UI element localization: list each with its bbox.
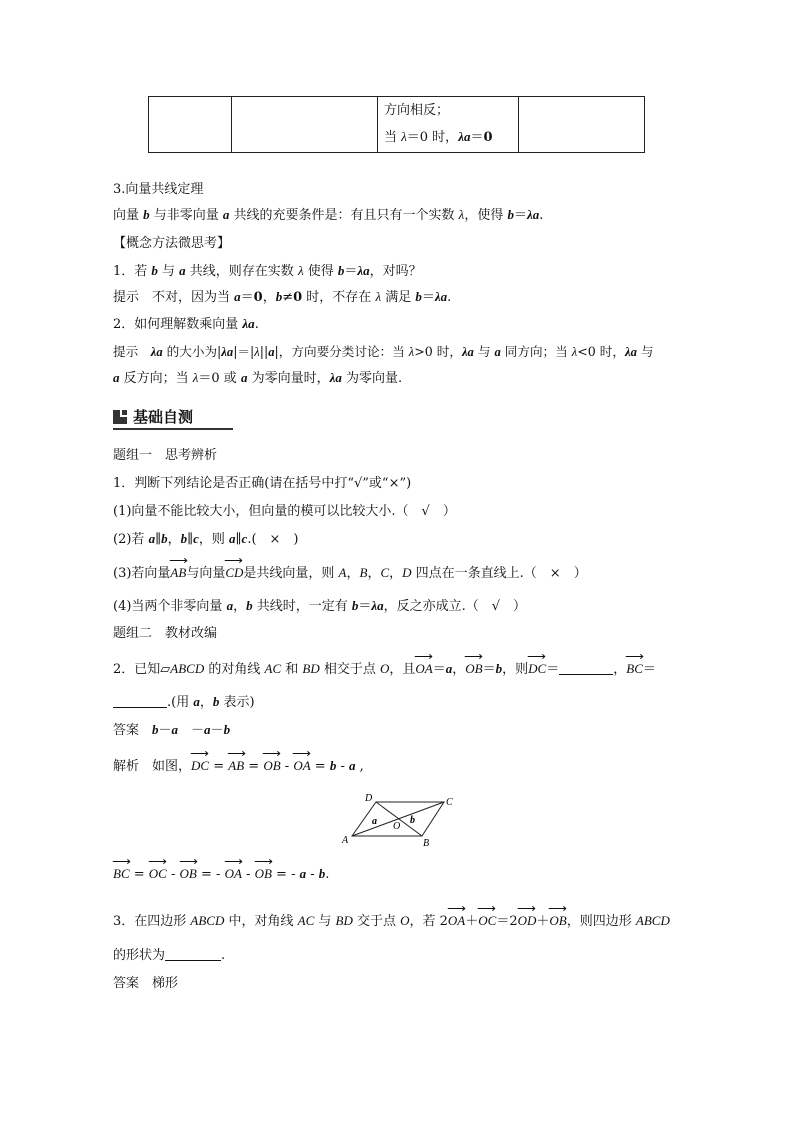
table-text: 方向相反； [384,103,450,118]
question-2-line2: .(用 a，b 表示) [113,691,255,710]
bc-solution: ⟶ BC = ⟶ OC - ⟶ OB = - ⟶ OA - ⟶ OB = - a - b. [113,866,329,882]
question-3-answer: 答案 梯形 [113,976,179,991]
table-cell [519,97,645,153]
table-text: 当 λ＝0 时，λa＝0 [384,129,493,145]
section-3-heading: 3.向量共线定理 [113,182,204,197]
label-vector-a: a [372,816,377,827]
section-square-icon [113,410,127,424]
concept-question-1: 1．若 b 与 a 共线，则存在实数 λ 使得 b＝λa，对吗？ [113,263,422,279]
concept-hint-2-line1: 提示 λa 的大小为|λa|＝|λ||a|，方向要分类讨论：当 λ>0 时，λa 与 a 同方向；当 λ<0 时，λa 与 [113,344,654,359]
question-2-line1: 2．已知▱ABCD 的对角线 AC 和 BD 相交于点 O，且⟶ OA＝a，⟶ OB＝b，则⟶ DC＝ ，⟶ BC＝ [113,658,656,677]
concept-question-2: 2．如何理解数乘向量 λa. [113,316,259,332]
answer-blank [559,660,613,675]
label-b: B [423,838,430,849]
table-cell [378,97,519,153]
group-2-title: 题组二 教材改编 [113,626,218,641]
self-test-heading: 基础自测 [113,406,193,427]
label-d: D [365,793,373,804]
group-1-question: 1．判断下列结论是否正确(请在括号中打“√”或“×”) [113,476,412,491]
vector-table [148,96,645,153]
concept-hint-1: 提示 不对，因为当 a＝0，b≠0 时，不存在 λ 满足 b＝λa. [113,289,452,305]
collinear-theorem: 向量 b 与非零向量 a 共线的充要条件是：有且只有一个实数 λ，使得 b＝λa. [113,207,544,223]
concept-heading: 【概念方法微思考】 [113,236,231,251]
group-1-item-4: (4)当两个非零向量 a，b 共线时，一定有 b＝λa，反之亦成立.（ √ ） [113,598,527,614]
concept-hint-2-line2: a 反方向；当 λ＝0 或 a 为零向量时，λa 为零向量. [113,370,403,386]
group-1-item-3: (3)若向量⟶ AB与向量⟶ CD是共线向量，则 A，B，C，D 四点在一条直线上.（ × ） [113,562,587,581]
table-cell [149,97,232,153]
group-1-item-1: (1)向量不能比较大小，但向量的模可以比较大小.（ √ ） [113,504,456,519]
answer-blank [113,693,167,708]
question-2-solution: 解析 如图，⟶ DC = ⟶ AB = ⟶ OB - ⟶ OA = b - a , [113,755,364,774]
label-o: O [393,821,401,832]
table-row [149,97,645,153]
parallelogram-figure [338,790,458,852]
question-3-line2: 的形状为 . [113,948,226,963]
label-vector-b: b [410,815,415,826]
group-1-item-2: (2)若 a∥b，b∥c，则 a∥c.( × ) [113,531,299,547]
section-underline [113,428,233,430]
question-3-line1: 3．在四边形 ABCD 中，对角线 AC 与 BD 交于点 O，若 2⟶ OA＋⟶ OC＝2⟶ OD＋⟶ OB，则四边形 ABCD [113,910,670,929]
label-c: C [446,797,453,808]
label-a: A [342,835,349,846]
answer-blank [165,946,221,961]
question-2-answer: 答案 b－a －a－b [113,722,231,738]
table-cell [232,97,378,153]
group-1-title: 题组一 思考辨析 [113,448,218,463]
